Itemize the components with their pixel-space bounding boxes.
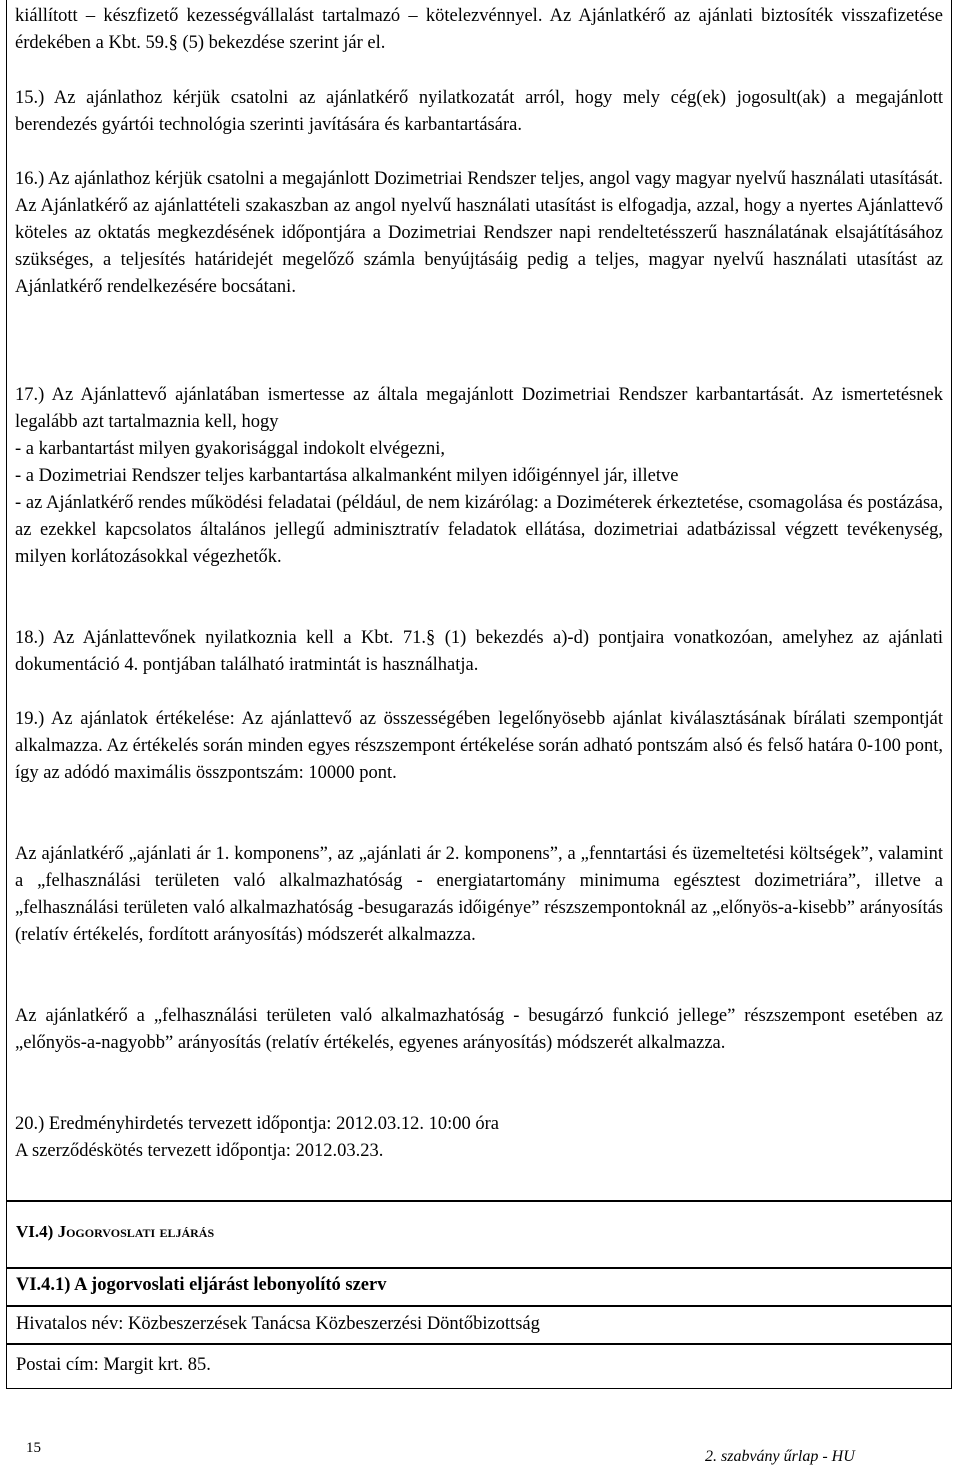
- paragraph-top: kiállított – készfizető kezességvállalást tartalmazó – kötelezvénnyel. Az Ajánlatkérő az ajánlati biztosíték visszafizetése érdekében a Kbt. 59.§ (5) bekezdése szerint jár el.: [15, 6, 943, 53]
- paragraph-20-result-date: 20.) Eredményhirdetés tervezett időpontja: 2012.03.12. 10:00 óra: [15, 1114, 499, 1134]
- paragraph-20-contract-date: A szerződéskötés tervezett időpontja: 2012.03.23.: [15, 1141, 384, 1161]
- postal-address-field: Postai cím: Margit krt. 85.: [6, 1343, 952, 1389]
- paragraph-17: 17.) Az Ajánlattevő ajánlatában ismertesse az általa megajánlott Dozimetriai Rendszer karbantartását. Az ismertetésnek legalább azt tartalmaznia kell, hogy: [15, 385, 943, 432]
- paragraph-15: 15.) Az ajánlathoz kérjük csatolni az ajánlatkérő nyilatkozatát arról, hogy mely cég(ek) jogosult(ak) a megajánlott berendezés gyártói technológia szerinti javítására és karbantartására.: [15, 88, 943, 135]
- paragraph-17-item-b: - a Dozimetriai Rendszer teljes karbantartása alkalmanként milyen időigénnyel jár, illetve: [15, 466, 679, 486]
- page-number: 15: [26, 1440, 41, 1456]
- paragraph-18: 18.) Az Ajánlattevőnek nyilatkoznia kell a Kbt. 71.§ (1) bekezdés a)-d) pontjaira vonatkozóan, amelyhez az ajánlati dokumentáció 4. pontjában található iratmintát is használhatja.: [15, 628, 943, 675]
- section-vi4-number: VI.4): [16, 1222, 54, 1241]
- section-vi4-title: Jogorvoslati eljárás: [57, 1222, 215, 1241]
- paragraph-19: 19.) Az ajánlatok értékelése: Az ajánlattevő az összességében legelőnyösebb ajánlat kiválasztásának bírálati szempontját alkalmazza. Az értékelés során minden egyes részszempont értékelése során adható pontszám alsó és felső határa 0-100 pont, így az adódó maximális összpontszám: 10000 pont.: [15, 709, 943, 783]
- section-vi4-heading: [6, 1200, 952, 1269]
- section-vi41-heading: VI.4.1) A jogorvoslati eljárást lebonyolító szerv: [6, 1267, 952, 1307]
- paragraph-17-item-c: - az Ajánlatkérő rendes működési feladatai (például, de nem kizárólag: a Doziméterek érkeztetése, csomagolása és postázása, az ezekkel kapcsolatos általános jellegű adminisztratív feladatok ellátása, dozimetriai adatbázissal végzett tevékenység, milyen korlátozásokkal végezhetők.: [15, 493, 943, 567]
- form-label: 2. szabvány űrlap - HU: [705, 1448, 855, 1465]
- official-name-field: Hivatalos név: Közbeszerzések Tanácsa Közbeszerzési Döntőbizottság: [6, 1305, 952, 1345]
- document-body: [15, 0, 943, 1165]
- paragraph-19-c: Az ajánlatkérő a „felhasználási területen való alkalmazhatóság - besugárzó funkció jellege” részszempont esetében az „előnyös-a-nagyobb” arányosítás (relatív értékelés, egyenes arányosítás) módszerét alkalmazza.: [15, 1006, 943, 1053]
- paragraph-19-b: Az ajánlatkérő „ajánlati ár 1. komponens”, az „ajánlati ár 2. komponens”, a „fenntartási és üzemeltetési költségek”, valamint a „felhasználási területen való alkalmazhatóság - energiatartomány minimuma egésztest dozimetriára”, illetve a „felhasználási területen való alkalmazhatóság -besugarazás időigénye” részszempontoknál az „előnyös-a-kisebb” arányosítás (relatív értékelés, fordított arányosítás) módszerét alkalmazza.: [15, 844, 943, 945]
- paragraph-16: 16.) Az ajánlathoz kérjük csatolni a megajánlott Dozimetriai Rendszer teljes, angol vagy magyar nyelvű használati utasítását. Az Ajánlatkérő az ajánlattételi szakaszban az angol nyelvű használati utasítást is elfogadja, azzal, hogy a nyertes Ajánlattevő köteles az oktatás megkezdésének időpontjára a Dozimetriai Rendszer napi rendeltetésszerű használatának elsajátításához szükséges, a teljesítés határidejét megelőző számla benyújtásáig pedig a teljes, magyar nyelvű használati utasítást az Ajánlatkérő rendelkezésére bocsátani.: [15, 169, 943, 297]
- paragraph-17-item-a: - a karbantartást milyen gyakorisággal indokolt elvégezni,: [15, 439, 445, 459]
